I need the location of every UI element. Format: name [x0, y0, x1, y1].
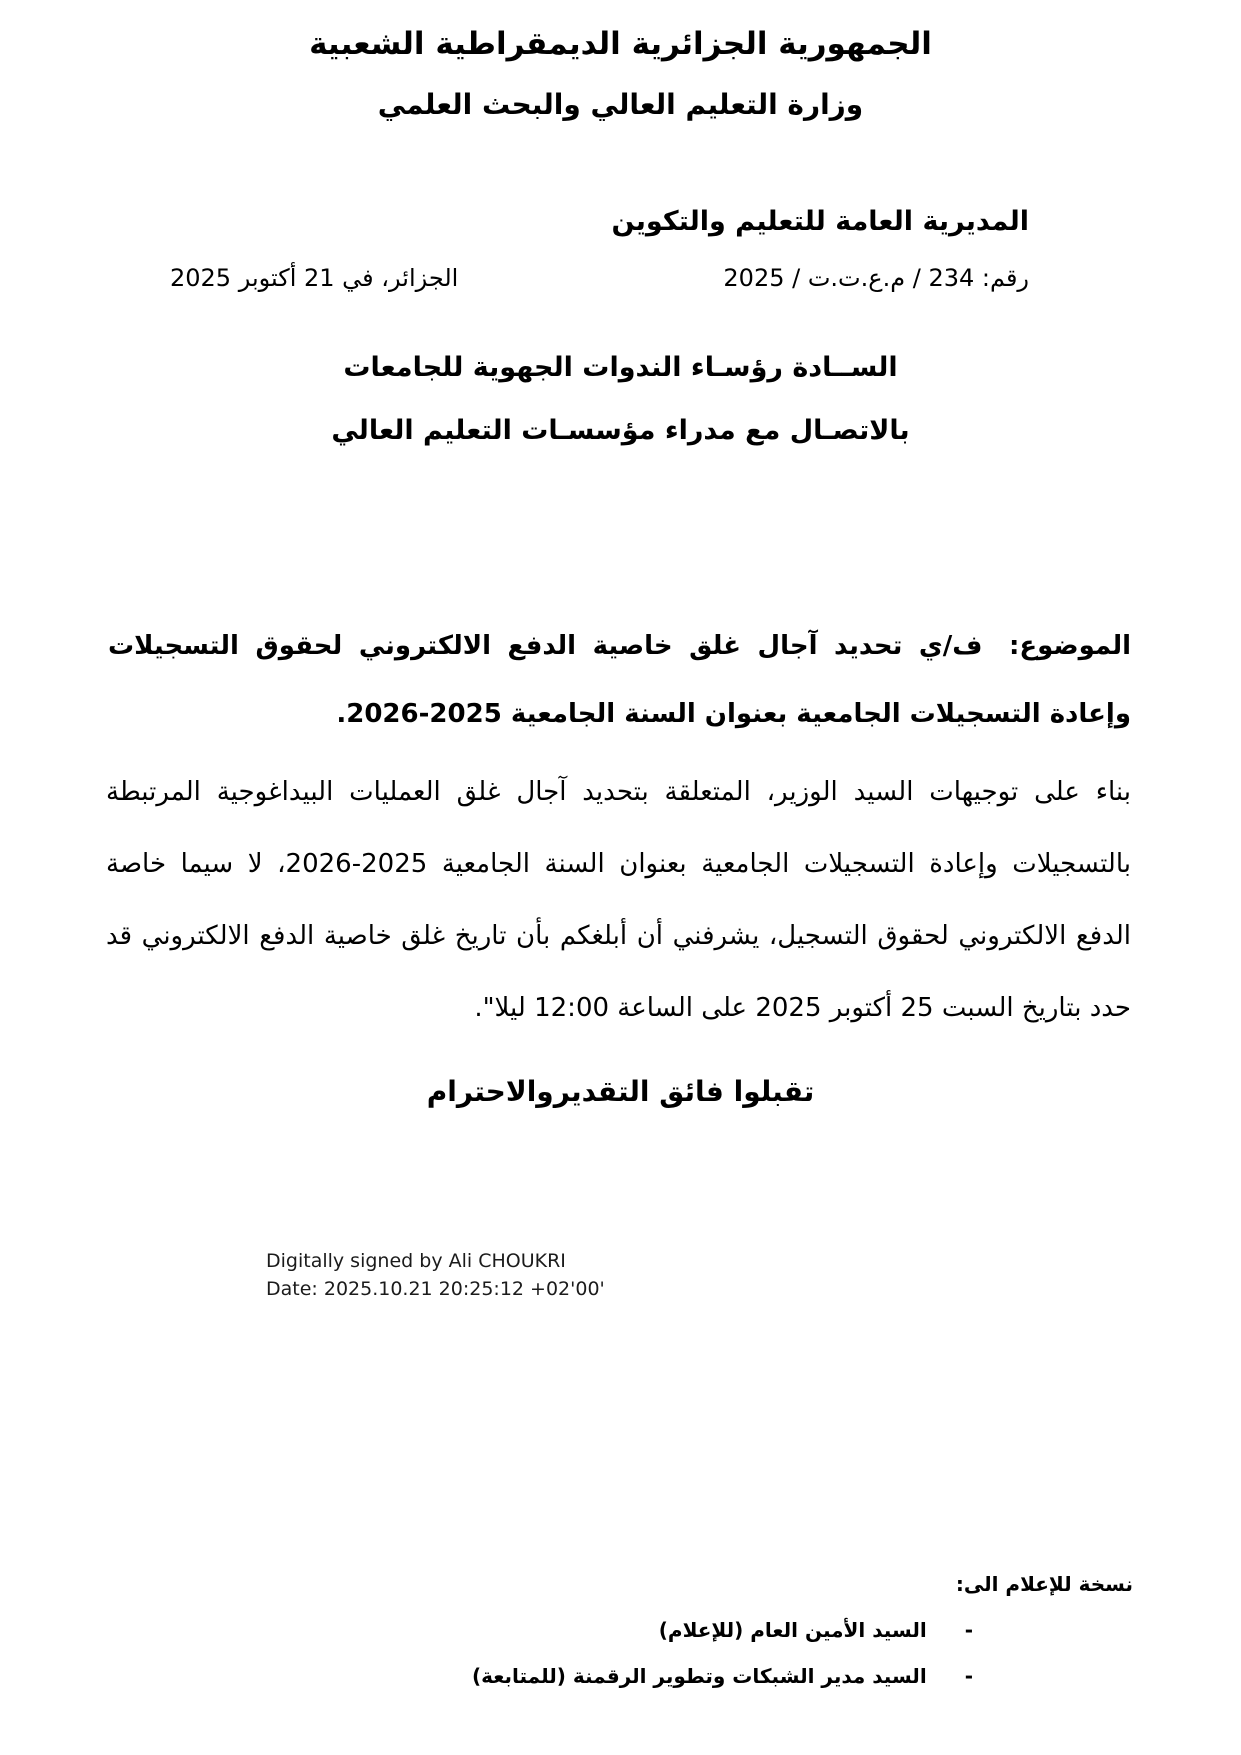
document-header [0, 26, 1241, 121]
cc-title: نسخة للإعلام الى: [955, 1572, 1133, 1596]
addressee-block [0, 352, 1241, 446]
signature-signer-line: Digitally signed by Ali CHOUKRI [266, 1250, 566, 1272]
signature-date-line: Date: 2025.10.21 20:25:12 +02'00' [266, 1278, 605, 1300]
addressee-line2: بالاتصـال مع مدراء مؤسسـات التعليم العالي [331, 415, 910, 446]
subject-label: الموضوع: [1009, 631, 1131, 661]
cc-item-text: السيد مدير الشبكات وتطوير الرقمنة (للمتابعة) [471, 1664, 927, 1688]
cc-item [108, 1664, 1133, 1688]
subject-paragraph [108, 612, 1131, 748]
reference-number: رقم: 234 / م.ع.ت.ت / 2025 [723, 264, 1029, 292]
dash-bullet: - [964, 1664, 973, 1688]
cc-item-text: السيد الأمين العام (للإعلام) [658, 1618, 927, 1642]
addressee-line1: الســادة رؤسـاء الندوات الجهوية للجامعات [343, 352, 898, 383]
closing-salutation: تقبلوا فائق التقديروالاحترام [426, 1075, 815, 1108]
ministry-title: وزارة التعليم العالي والبحث العلمي [377, 88, 864, 121]
cc-block [108, 1572, 1133, 1688]
subject-text: ف/ي تحديد آجال غلق خاصية الدفع الالكتروني لحقوق التسجيلات وإعادة التسجيلات الجامعية بعنوان السنة الجامعية 2025-2026. [108, 631, 1131, 729]
dash-bullet: - [964, 1618, 973, 1642]
directorate-title: المديرية العامة للتعليم والتكوين [611, 206, 1029, 237]
reference-row [170, 264, 1029, 292]
republic-title: الجمهورية الجزائرية الديمقراطية الشعبية [309, 26, 932, 62]
body-paragraph: بناء على توجيهات السيد الوزير، المتعلقة بتحديد آجال غلق العمليات البيداغوجية المرتبطة بالتسجيلات وإعادة التسجيلات الجامعية بعنوان السنة الجامعية 2025-2026، لا سيما خاصة الدفع الالكتروني لحقوق التسجيل، يشرفني أن أبلغكم بأن تاريخ غلق خاصية الدفع الالكتروني قد حدد بتاريخ السبت 25 أكتوبر 2025 على الساعة 12:00 ليلا". [106, 777, 1131, 1023]
digital-signature-block [266, 1247, 605, 1303]
cc-item [108, 1618, 1133, 1642]
place-date: الجزائر، في 21 أكتوبر 2025 [170, 264, 459, 292]
